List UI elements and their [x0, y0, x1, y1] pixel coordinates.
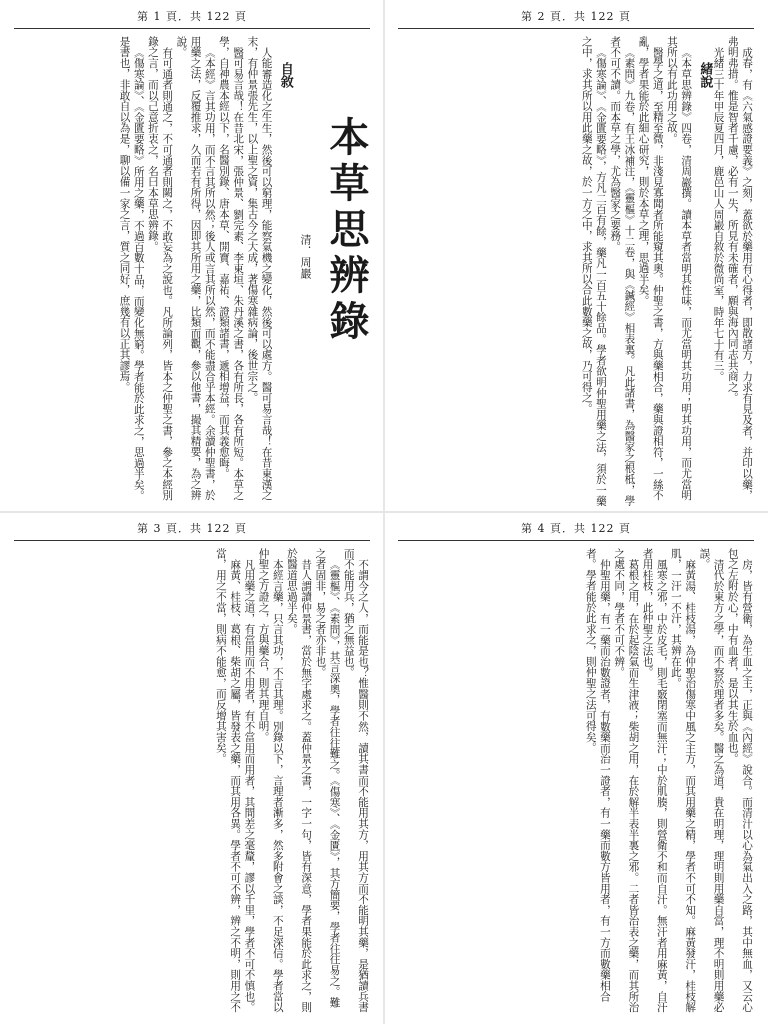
paragraph: 麻黃、桂枝、葛根、柴胡之屬，皆發表之藥，而其用各異。學者不可不辨，辨之不明，則用之不當，用之不當，則病不能愈，而反增其害矣。	[214, 548, 242, 1013]
paragraph: 醫可易言哉！在昔北宋，張仲景、劉完素、李東垣、朱丹溪之書，各有所長，各有所短。本草之學，自神農本經以下，名醫別錄、唐本草、開寶、嘉祐、證類諸書，遞相增益，而其義愈晦。	[217, 36, 245, 501]
paragraph: 《傷寒論》、《金匱要略》所用之藥，不過百數十品，而變化無窮。學者能於此求之，思過半矣。是書也，非敢自以為是，聊以備一家之言，質之同好，庶幾有以正其謬焉。	[118, 36, 145, 501]
paragraph: 光緒三十年甲辰夏四月，鹿邑山人周巖自敘於微尚室，時年七十有三。	[712, 46, 725, 382]
paragraph: 成春，有《六氣感證要義》之刻，蓋欲於藥用有心得者，即散諸方，力求有見及者，并印以藥，弗明弗措。惟是智者千慮，必有一失，所見有未確者，願與海內同志共商之。	[726, 36, 753, 501]
page-header: 第 4 頁．共 122 頁	[521, 522, 631, 535]
paragraph: 醫學之道，至精至微，非淺見寡聞者所能窺其奧。仲聖之書，方與藥相合，藥與證相符，一絲不亂，學者果能於此細心研究，則於本草之理，思過半矣。	[637, 36, 664, 501]
paragraph: 風寒之邪，中於皮毛，則毛竅閉塞而無汗；中於肌腠，則營衛不和而自汗。無汗者用麻黃，自汗者用桂枝，此仲聖之法也。	[641, 548, 668, 1013]
page-header: 第 2 頁．共 122 頁	[521, 10, 631, 23]
paragraph: 不謂今之人，而能是也？惟醫則不然，讀其書而不能用其方，用其方而不能明其藥，是猶讀兵書而不能用兵，猶之無益也。	[342, 548, 369, 1013]
page-body	[398, 548, 754, 1018]
paragraph: 房，皆有營衛，為生血之主，正與《內經》說合。而清汁以心為氣出入之路，其中無血，又云心包之左附於心，中有血者，是以其生於血也。	[726, 548, 753, 1013]
section-title: 自敘	[277, 62, 293, 89]
header-rule	[14, 540, 370, 541]
paragraph: 清代於東方之學，而不察於理者多矣。醫之為道，貴在明理，理明則用藥自當，理不明則用藥必誤。	[698, 548, 725, 1013]
paragraph: 《本經》言其功用，而不言其所以然；後人或言其所以然，而不能盡合乎本經。余讀仲聖書，於用藥之法，反覆推求，久而若有所得，因即其所用之藥，比類而觀，參以他書，撮其精要，為之辨說。	[175, 36, 216, 501]
paragraph: 葛根之用，在於起陰氣而生津液；柴胡之用，在於解半表半裏之邪。二者皆治表之藥，而其所治之處不同，學者不可不辨。	[613, 548, 640, 1013]
paragraph: 《傷寒論》、《金匱要略》，方凡二百有餘，藥凡一百五十餘品。學者欲明仲聖用藥之法，須於一藥之中，求其所以用此藥之故，於一方之中，求其所以合此數藥之故，乃可得之。	[580, 36, 607, 506]
page-4	[384, 512, 768, 1024]
header-rule	[398, 540, 754, 541]
page-header: 第 3 頁．共 122 頁	[137, 522, 247, 535]
header-rule	[14, 28, 370, 29]
paragraph: 昔人謂讀仲景書，當於無字處求之。蓋仲景之書，一字一句，皆有深意，學者果能於此求之，則於醫道思過半矣。	[285, 548, 313, 1013]
paragraph: 《本草思辨錄》四卷，清周巖撰。讀本草者當明其性味，而尤當明其功用；明其功用，而尤當明其所以有此功用之故。	[665, 36, 693, 501]
header-rule	[398, 28, 754, 29]
paragraph: 《靈樞》、《素問》，其言深奧，學者往往難之。《傷寒》、《金匱》，其方簡要，學者往往易之。難之者固非，易之者亦非也。	[314, 548, 341, 1008]
page-body	[14, 548, 370, 1018]
paragraph: 凡用藥之道，有當用而不用者，有不當用而用者，其間差之毫釐，謬以千里，學者不可不慎也。	[243, 558, 256, 1013]
paragraph: 麻黃湯、桂枝湯，為仲聖治傷寒中風之主方，而其用藥之精，學者不可不知。麻黃發汗，桂枝解肌，一汗一不汗，其辨在此。	[669, 548, 697, 1013]
page-body	[398, 36, 754, 506]
page-2	[384, 0, 768, 512]
paragraph: 仲聖用藥，有一藥而治數證者，有數藥而治一證者，有一藥而數方皆用者，有一方而數藥相合者。學者能於此求之，則仲聖之法可得矣。	[584, 548, 611, 1002]
page-3	[0, 512, 384, 1024]
paragraph: 本經言藥，只言其功，不言其理。別錄以下，言理者漸多，然多附會之談，不足深信。學者當以仲聖之方證之，方與藥合，則其理自明。	[257, 548, 284, 1013]
book-author: 清．周巖	[299, 234, 312, 279]
page-header: 第 1 頁．共 122 頁	[137, 10, 247, 23]
paragraph: 人能審造化之生生，然後可以窮理，能察氣機之變化，然後可以處方。醫可易言哉！在昔東漢之末，有仲景張先生，以上聖之資，集古今之大成，著傷寒雜病論，後世宗之。	[246, 36, 273, 501]
section-title: 緒說	[697, 62, 713, 89]
page-body	[14, 36, 370, 506]
paragraph: 有可通者則通之，不可通者則闕之，不敢妄為之說也。凡所論列，皆本之仲聖之書，參之本經別錄之言，而以己意折衷之，名曰本草思辨錄。	[146, 36, 174, 501]
page-1	[0, 0, 384, 512]
book-title: 本草思辨錄	[323, 116, 370, 346]
paragraph: 《素問》九卷，有王冰補注，《靈樞》十二卷，與《鍼經》相表裏。凡此諸書，為醫家之根柢，學者不可不讀。而本草之學，尤為醫家之要務。	[609, 36, 636, 506]
